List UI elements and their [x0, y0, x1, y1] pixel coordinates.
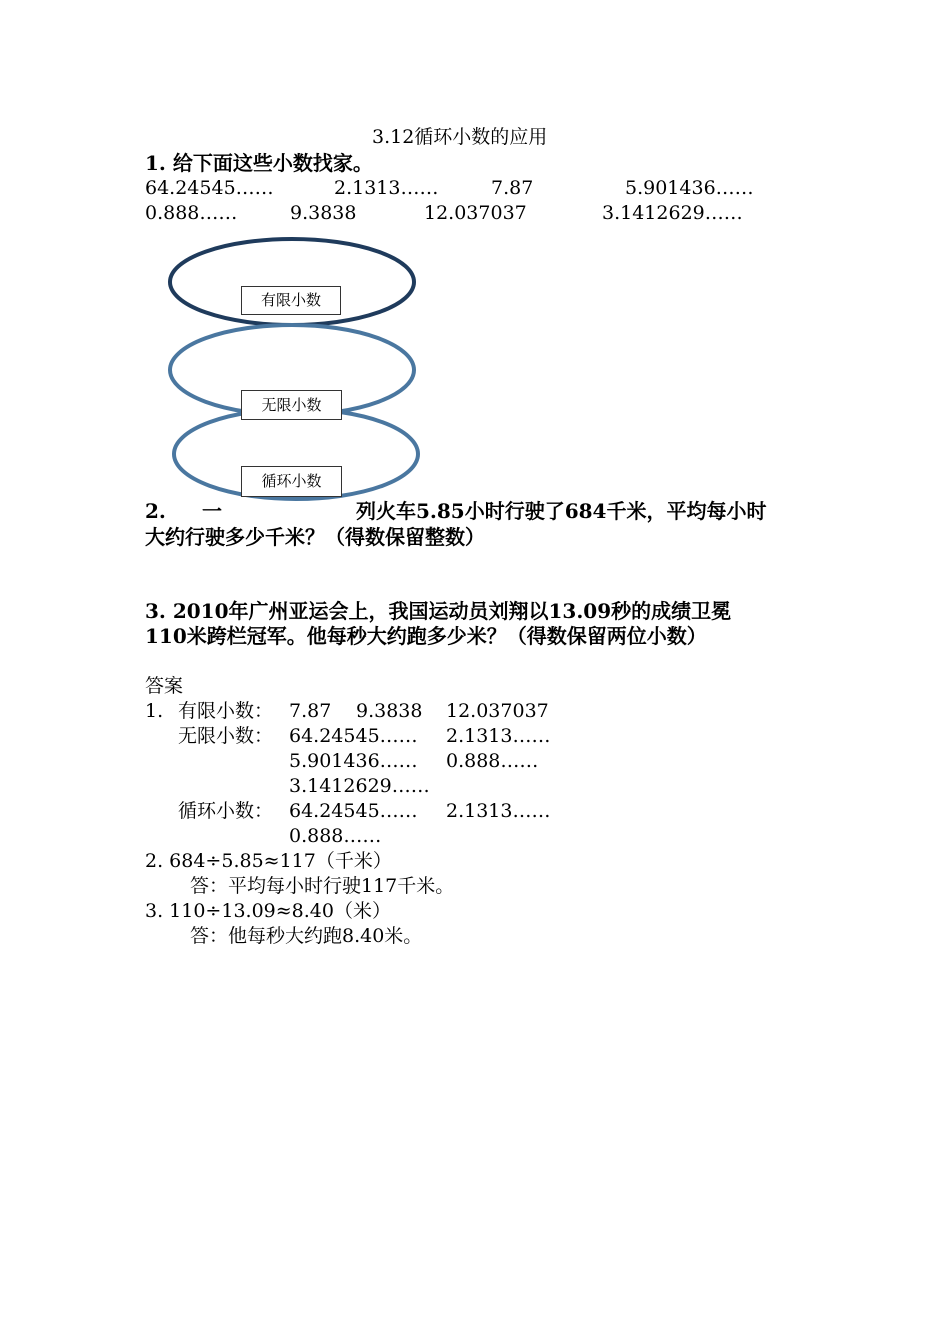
answer-3-calculation: 3. 110÷13.09≈8.40（米） — [145, 900, 391, 922]
question-3-line1: 3. 2010年广州亚运会上，我国运动员刘翔以13.09秒的成绩卫冕 — [145, 599, 732, 623]
finite-answer-label: 有限小数： — [178, 700, 274, 722]
infinite-label-box: 无限小数 — [241, 390, 342, 420]
finite-answer-value: 12.037037 — [446, 700, 549, 722]
decimal-item: 64.24545…… — [145, 177, 274, 199]
question-2-text-b: 列火车5.85小时行驶了684千米，平均每小时 — [356, 499, 767, 523]
question-3-line2: 110米跨栏冠军。他每秒大约跑多少米？（得数保留两位小数） — [145, 624, 707, 648]
question-2-number: 2. — [145, 499, 166, 523]
decimal-item: 0.888…… — [145, 202, 238, 224]
question-2-text-line2: 大约行驶多少千米？（得数保留整数） — [145, 525, 485, 549]
repeating-answer-value: 0.888…… — [289, 825, 382, 847]
finite-label-box: 有限小数 — [241, 286, 341, 315]
infinite-answer-label: 无限小数： — [178, 725, 274, 747]
answer-1-number: 1. — [145, 700, 164, 722]
repeating-answer-label: 循环小数： — [178, 800, 274, 822]
decimal-item: 7.87 — [491, 177, 534, 199]
question-1-heading: 1. 给下面这些小数找家。 — [145, 151, 373, 175]
decimal-item: 3.1412629…… — [602, 202, 743, 224]
page-title: 3.12循环小数的应用 — [372, 126, 548, 148]
decimal-item: 9.3838 — [290, 202, 357, 224]
answer-3-statement: 答：他每秒大约跑8.40米。 — [190, 925, 423, 947]
answers-heading: 答案 — [145, 675, 184, 697]
finite-answer-value: 9.3838 — [356, 700, 423, 722]
repeating-answer-value: 2.1313…… — [446, 800, 551, 822]
repeating-label-box: 循环小数 — [241, 466, 342, 497]
infinite-answer-value: 3.1412629…… — [289, 775, 430, 797]
answer-2-calculation: 2. 684÷5.85≈117（千米） — [145, 850, 392, 872]
decimal-item: 12.037037 — [424, 202, 527, 224]
infinite-answer-value: 0.888…… — [446, 750, 539, 772]
infinite-answer-value: 2.1313…… — [446, 725, 551, 747]
infinite-answer-value: 64.24545…… — [289, 725, 418, 747]
decimal-item: 5.901436…… — [625, 177, 754, 199]
finite-answer-value: 7.87 — [289, 700, 332, 722]
infinite-answer-value: 5.901436…… — [289, 750, 418, 772]
decimal-item: 2.1313…… — [334, 177, 439, 199]
answer-2-statement: 答：平均每小时行驶117千米。 — [190, 875, 455, 897]
question-2-text-a: 一 — [202, 499, 222, 523]
repeating-answer-value: 64.24545…… — [289, 800, 418, 822]
